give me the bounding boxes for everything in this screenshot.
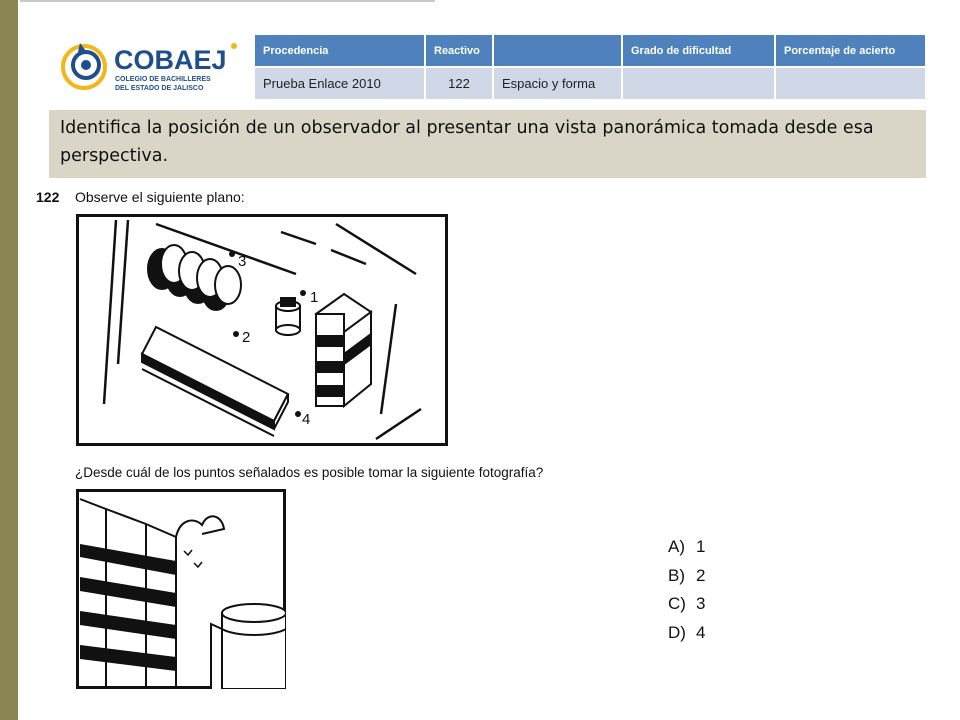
- header-porcentaje: Porcentaje de acierto: [775, 35, 926, 67]
- option-b-value: 2: [696, 565, 706, 585]
- cell-tema: Espacio y forma: [493, 67, 622, 99]
- question-prompt: Observe el siguiente plano:: [75, 189, 245, 205]
- option-d-letter: D): [668, 622, 686, 642]
- side-bar: [0, 0, 18, 720]
- logo-subtitle-2: DEL ESTADO DE JALISCO: [115, 85, 204, 92]
- reactivo-info-table: [255, 35, 927, 99]
- table-header-row: [255, 35, 926, 67]
- option-c-value: 3: [696, 594, 706, 613]
- logo-name: COBAEJ: [114, 45, 227, 75]
- cobaej-logo-icon: [58, 38, 238, 98]
- answer-options: [668, 533, 705, 647]
- cell-dificultad: [622, 67, 775, 99]
- question-number: 122: [36, 189, 60, 205]
- learning-objective: Identifica la posición de un observador al presentar una vista panorámica tomada desde esa perspectiva.: [49, 110, 926, 178]
- plan-label-4: 4: [302, 411, 311, 428]
- header-blank: [493, 35, 622, 67]
- site-plan-figure: [76, 214, 448, 446]
- option-a-value: 1: [696, 537, 706, 556]
- cell-porcentaje: [775, 67, 926, 99]
- question-photo-prompt: ¿Desde cuál de los puntos señalados es posible tomar la siguiente fotografía?: [75, 465, 544, 480]
- plan-point-1: [300, 290, 306, 296]
- header-dificultad: Grado de dificultad: [622, 35, 775, 67]
- plan-point-2: [233, 331, 239, 337]
- option-a-letter: A): [668, 537, 685, 556]
- option-c[interactable]: [668, 590, 705, 619]
- option-b-letter: B): [668, 565, 685, 585]
- plan-label-3: 3: [238, 253, 247, 270]
- plan-label-1: 1: [310, 289, 319, 306]
- photo-drawing: [76, 489, 286, 689]
- option-b[interactable]: [668, 562, 705, 591]
- plan-label-2: 2: [242, 329, 251, 346]
- top-divider: [20, 0, 435, 2]
- plan-point-4: [295, 411, 301, 417]
- cell-procedencia: Prueba Enlace 2010: [255, 67, 425, 99]
- site-plan-drawing: [76, 214, 448, 446]
- cell-reactivo: 122: [425, 67, 493, 99]
- header-procedencia: Procedencia: [255, 35, 425, 67]
- option-d[interactable]: [668, 619, 705, 648]
- cobaej-logo: [58, 38, 238, 98]
- plan-point-3: [229, 251, 235, 257]
- logo-subtitle-1: COLEGIO DE BACHILLERES: [115, 76, 211, 83]
- header-reactivo: Reactivo: [425, 35, 493, 67]
- option-c-letter: C): [668, 594, 686, 613]
- option-d-value: 4: [696, 622, 706, 642]
- table-row: [255, 67, 926, 99]
- photo-figure: [76, 489, 286, 689]
- option-a[interactable]: [668, 533, 705, 562]
